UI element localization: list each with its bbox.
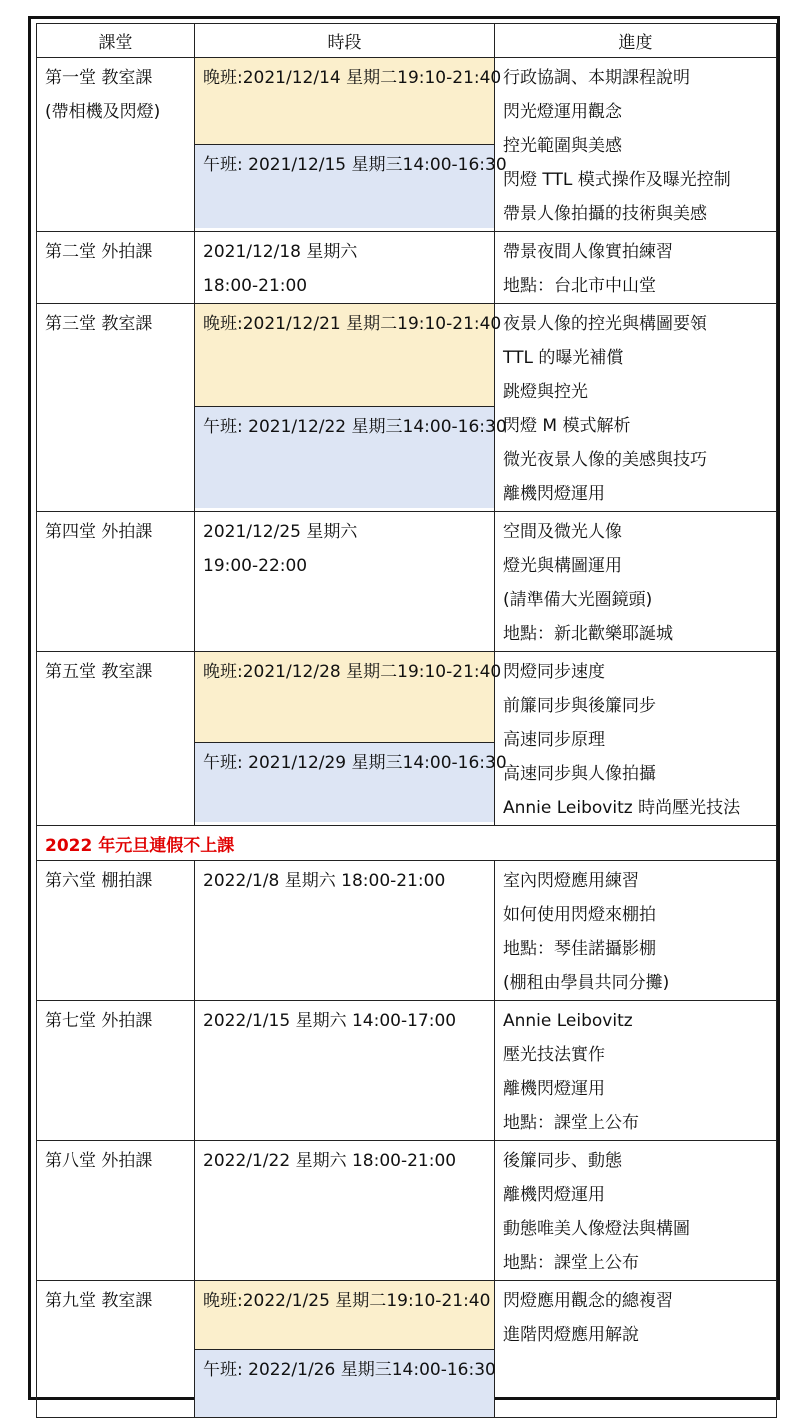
time-cell	[195, 1141, 495, 1281]
lesson-row	[37, 1001, 777, 1141]
progress-item-line: 夜景人像的控光與構圖要領	[503, 314, 707, 334]
lesson-name	[37, 232, 194, 269]
progress-item-line: 帶景夜間人像實拍練習	[503, 242, 673, 262]
lesson-row	[37, 232, 777, 304]
progress-item-line: TTL 的曝光補償	[503, 348, 624, 368]
evening-slot	[195, 1281, 494, 1349]
progress-item-line: Annie Leibovitz 時尚壓光技法	[503, 798, 741, 818]
progress-item-line: 離機閃燈運用	[503, 1185, 605, 1205]
progress-item-line: 壓光技法實作	[503, 1045, 605, 1065]
progress-item	[495, 512, 776, 651]
lesson-name-line: 第四堂 外拍課	[45, 522, 153, 542]
time-slot	[195, 1141, 494, 1178]
header-row	[37, 24, 777, 58]
evening-slot-line: 19:10-21:40	[397, 662, 502, 682]
time-cell	[195, 1001, 495, 1141]
time-slot-line: 2021/12/18 星期六	[203, 242, 358, 262]
evening-slot	[195, 652, 502, 742]
time-cell	[195, 232, 495, 304]
afternoon-slot-line: 14:00-16:30	[402, 155, 507, 175]
lesson-name	[37, 58, 194, 129]
header-progress: 進度	[495, 24, 777, 58]
lesson-name-line: 第二堂 外拍課	[45, 242, 153, 262]
evening-slot-line: 19:10-21:40	[397, 68, 502, 88]
lesson-name-cell	[37, 512, 195, 652]
evening-slot-line: 晚班:2021/12/21 星期二	[203, 314, 398, 334]
schedule-frame	[28, 16, 780, 1400]
lesson-name	[37, 1141, 194, 1178]
lesson-name	[37, 1001, 194, 1038]
progress-item-line: 前簾同步與後簾同步	[503, 696, 656, 716]
progress-cell	[495, 1281, 777, 1418]
progress-item-line: 閃燈應用觀念的總複習	[503, 1291, 673, 1311]
time-cell	[195, 512, 495, 652]
progress-item-line: 動態唯美人像燈法與構圖	[503, 1219, 690, 1239]
lesson-row	[37, 512, 777, 652]
progress-item-line: 地點：台北市中山堂	[503, 276, 656, 296]
progress-item-line: 燈光與構圖運用	[503, 556, 622, 576]
evening-slot-line: 晚班:2021/12/14 星期二	[203, 68, 398, 88]
progress-item-line: 微光夜景人像的美感與技巧	[503, 450, 707, 470]
afternoon-slot	[195, 406, 507, 508]
header-time: 時段	[195, 24, 495, 58]
progress-item	[495, 304, 776, 511]
afternoon-slot-line: 午班: 2021/12/29 星期三	[203, 753, 403, 773]
holiday-notice: 2022 年元旦連假不上課	[37, 826, 777, 861]
progress-item-line: 地點：課堂上公布	[503, 1253, 639, 1273]
afternoon-slot-line: 午班: 2022/1/26 星期三	[203, 1360, 392, 1380]
progress-item-line: 離機閃燈運用	[503, 484, 605, 504]
progress-cell	[495, 1001, 777, 1141]
progress-item-line: 如何使用閃燈來棚拍	[503, 905, 656, 925]
progress-item-line: 閃光燈運用觀念	[503, 102, 622, 122]
progress-item	[495, 861, 776, 1000]
progress-item-line: 閃燈 TTL 模式操作及曝光控制	[503, 170, 731, 190]
afternoon-slot-line: 午班: 2021/12/22 星期三	[203, 417, 403, 437]
progress-cell	[495, 58, 777, 232]
time-slot	[195, 1001, 494, 1038]
lesson-name	[37, 512, 194, 549]
progress-item-line: 地點：新北歡樂耶誕城	[503, 624, 673, 644]
afternoon-slot-line: 午班: 2021/12/15 星期三	[203, 155, 403, 175]
progress-cell	[495, 232, 777, 304]
progress-item-line: 行政協調、本期課程說明	[503, 68, 690, 88]
time-slot-line: 19:00-22:00	[203, 556, 308, 576]
afternoon-slot	[195, 742, 507, 822]
time-cell	[195, 304, 507, 512]
schedule-table	[36, 23, 777, 1418]
progress-item-line: 進階閃燈應用解說	[503, 1325, 639, 1345]
progress-item-line: 高速同步與人像拍攝	[503, 764, 656, 784]
time-cell	[195, 58, 507, 232]
holiday-notice-row	[37, 826, 777, 861]
time-slot-line: 2022/1/8 星期六 18:00-21:00	[203, 871, 446, 891]
lesson-name-line: 第九堂 教室課	[45, 1291, 153, 1311]
progress-item	[495, 1141, 776, 1280]
lesson-name-line: 第一堂 教室課	[45, 68, 153, 88]
progress-item-line: 帶景人像拍攝的技術與美感	[503, 204, 707, 224]
lesson-row	[37, 861, 777, 1001]
afternoon-slot-line: 14:00-16:30	[391, 1360, 496, 1380]
progress-item	[495, 58, 776, 231]
time-slot-line: 2022/1/22 星期六 18:00-21:00	[203, 1151, 457, 1171]
progress-item-line: (請準備大光圈鏡頭)	[503, 590, 653, 610]
lesson-name-line: 第七堂 外拍課	[45, 1011, 153, 1031]
lesson-name	[37, 652, 194, 689]
time-cell	[195, 861, 495, 1001]
lesson-name	[37, 304, 194, 341]
evening-slot	[195, 58, 502, 144]
progress-item-line: 控光範圍與美感	[503, 136, 622, 156]
lesson-row	[37, 58, 777, 232]
progress-item-line: 閃燈 M 模式解析	[503, 416, 631, 436]
progress-item	[495, 1281, 776, 1352]
lesson-row	[37, 1281, 777, 1418]
evening-slot-line: 晚班:2022/1/25 星期二	[203, 1291, 387, 1311]
lesson-name-line: 第六堂 棚拍課	[45, 871, 153, 891]
progress-item	[495, 652, 776, 825]
lesson-name-line: 第三堂 教室課	[45, 314, 153, 334]
progress-cell	[495, 861, 777, 1001]
time-slot-line: 2022/1/15 星期六 14:00-17:00	[203, 1011, 457, 1031]
progress-item	[495, 232, 776, 303]
progress-item-line: 地點：課堂上公布	[503, 1113, 639, 1133]
progress-item-line: (棚租由學員共同分攤)	[503, 973, 670, 993]
evening-slot-line: 19:10-21:40	[386, 1291, 491, 1311]
lesson-row	[37, 652, 777, 826]
lesson-name-line: (帶相機及閃燈)	[45, 102, 161, 122]
progress-cell	[495, 304, 777, 512]
progress-cell	[495, 1141, 777, 1281]
progress-item-line: 閃燈同步速度	[503, 662, 605, 682]
progress-item-line: 後簾同步、動態	[503, 1151, 622, 1171]
lesson-name-cell	[37, 232, 195, 304]
lesson-name-line: 第八堂 外拍課	[45, 1151, 153, 1171]
header-lesson: 課堂	[37, 24, 195, 58]
progress-item	[495, 1001, 776, 1140]
lesson-row	[37, 304, 777, 512]
time-cell	[195, 652, 507, 826]
time-slot	[195, 512, 494, 583]
progress-item-line: 跳燈與控光	[503, 382, 588, 402]
progress-item-line: 高速同步原理	[503, 730, 605, 750]
lesson-name-cell	[37, 652, 195, 826]
progress-item-line: 空間及微光人像	[503, 522, 622, 542]
time-slot	[195, 861, 494, 898]
evening-slot-line: 19:10-21:40	[397, 314, 502, 334]
lesson-name-cell	[37, 1281, 195, 1418]
progress-cell	[495, 652, 777, 826]
afternoon-slot-line: 14:00-16:30	[402, 753, 507, 773]
lesson-name-cell	[37, 861, 195, 1001]
time-cell	[195, 1281, 495, 1418]
afternoon-slot-line: 14:00-16:30	[402, 417, 507, 437]
progress-item-line: 離機閃燈運用	[503, 1079, 605, 1099]
lesson-name-cell	[37, 304, 195, 512]
lesson-name-cell	[37, 1001, 195, 1141]
lesson-name-cell	[37, 58, 195, 232]
time-slot-line: 18:00-21:00	[203, 276, 308, 296]
progress-cell	[495, 512, 777, 652]
time-slot-line: 2021/12/25 星期六	[203, 522, 358, 542]
lesson-name-cell	[37, 1141, 195, 1281]
time-slot	[195, 232, 494, 303]
afternoon-slot	[195, 1349, 494, 1417]
evening-slot-line: 晚班:2021/12/28 星期二	[203, 662, 398, 682]
evening-slot	[195, 304, 502, 406]
lesson-name	[37, 1281, 194, 1318]
progress-item-line: Annie Leibovitz	[503, 1011, 633, 1031]
lesson-name	[37, 861, 194, 898]
lesson-row	[37, 1141, 777, 1281]
lesson-name-line: 第五堂 教室課	[45, 662, 153, 682]
progress-item-line: 地點：琴佳諾攝影棚	[503, 939, 656, 959]
afternoon-slot	[195, 144, 507, 228]
progress-item-line: 室內閃燈應用練習	[503, 871, 639, 891]
